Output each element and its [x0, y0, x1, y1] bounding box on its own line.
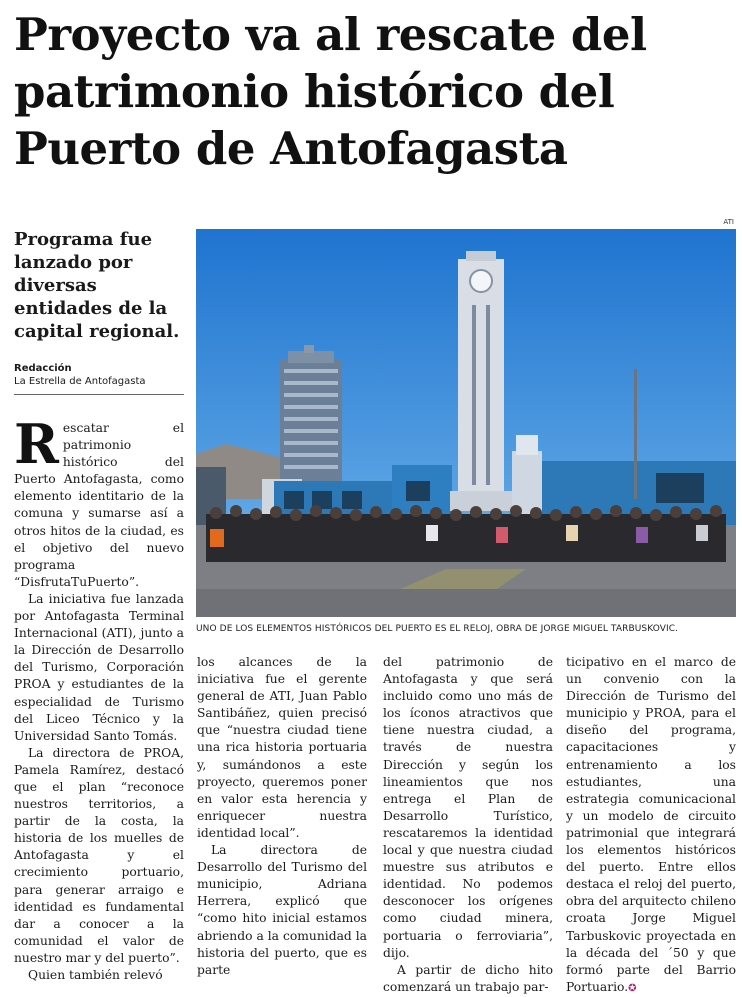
article-column-4: [566, 654, 736, 997]
paragraph: A partir de dicho hito comenzará un trabajo par-: [383, 962, 553, 994]
paragraph: Quien también relevó: [28, 968, 163, 982]
byline: [14, 362, 184, 388]
paragraph: La directora de PROA, Pamela Ramírez, destacó que el plan “reconoce nuestros territorios, a partir de la costa, la historia de los muelles de Antofagasta y el crecimiento portuario, para generar arraigo e identidad es fundamental dar a conocer a la comunidad el valor de nuestro mar y del puerto”.: [14, 745, 184, 965]
paragraph-text: ticipativo en el marco de un convenio con la Dirección de Turismo del municipio y PROA, para el diseño del programa, capacitaciones y entrenamiento a los estudiantes, una estrategia comunicacional y un modelo de circuito patrimonial que integrará los elementos históricos del puerto. Entre ellos destaca el reloj del puerto, obra del arquitecto chileno croata Jorge Miguel Tarbuskovic proyectada en la década del ´50 y que formó parte del Barrio Portuario.: [566, 655, 736, 994]
article-column-1: [14, 412, 184, 984]
byline-divider: [14, 394, 184, 395]
subheadline: Programa fue lanzado por diversas entidades de la capital regional.: [14, 229, 180, 342]
drop-cap: R: [14, 412, 59, 476]
article-column-3: [383, 654, 553, 996]
paragraph: La directora de Desarrollo del Turismo del municipio, Adriana Herrera, explicó que “como hito inicial estamos abriendo a la comunidad la historia del puerto, que es parte: [197, 843, 367, 977]
byline-outlet: La Estrella de Antofagasta: [14, 376, 146, 387]
paragraph: escatar el patrimonio histórico del Puerto Antofagasta, como elemento identitario de la comuna y sumarse así a otros hitos de la ciudad, es el objetivo del nuevo programa “DisfrutaTuPuerto”.: [14, 421, 184, 589]
photo-credit: ATI: [723, 218, 734, 226]
end-of-article-icon: ✪: [628, 982, 637, 994]
paragraph: La iniciativa fue lanzada por Antofagasta Terminal Internacional (ATI), junto a la Dirección de Desarrollo del Turismo, Corporación PROA y estudiantes de la especialidad de Turismo del Liceo Técnico y la Universidad Santo Tomás.: [14, 591, 184, 743]
byline-author: Redacción: [14, 363, 72, 374]
paragraph: [566, 654, 736, 997]
photo-caption: UNO DE LOS ELEMENTOS HISTÓRICOS DEL PUERTO ES EL RELOJ, OBRA DE JORGE MIGUEL TARBUSKOVIC.: [196, 624, 679, 634]
article-photo: [196, 229, 736, 617]
headline: Proyecto va al rescate del patrimonio histórico del Puerto de Antofagasta: [14, 8, 647, 175]
article-column-2: [197, 654, 367, 979]
paragraph: del patrimonio de Antofagasta y que será incluido como uno más de los íconos atractivos que tiene nuestra ciudad, a través de nuestra Dirección y según los lineamientos que nos entrega el Plan de Desarrollo Turístico, rescataremos la identidad local y que nuestra ciudad muestre sus atributos e identidad. No podemos desconocer los orígenes como ciudad minera, portuaria o ferroviaria”, dijo.: [383, 655, 553, 960]
paragraph: los alcances de la iniciativa fue el gerente general de ATI, Juan Pablo Santibáñez, quien precisó que “nuestra ciudad tiene una rica historia portuaria y, sumándonos a este proyecto, queremos poner en valor esta herencia y enriquecer nuestra identidad local”.: [197, 655, 367, 840]
